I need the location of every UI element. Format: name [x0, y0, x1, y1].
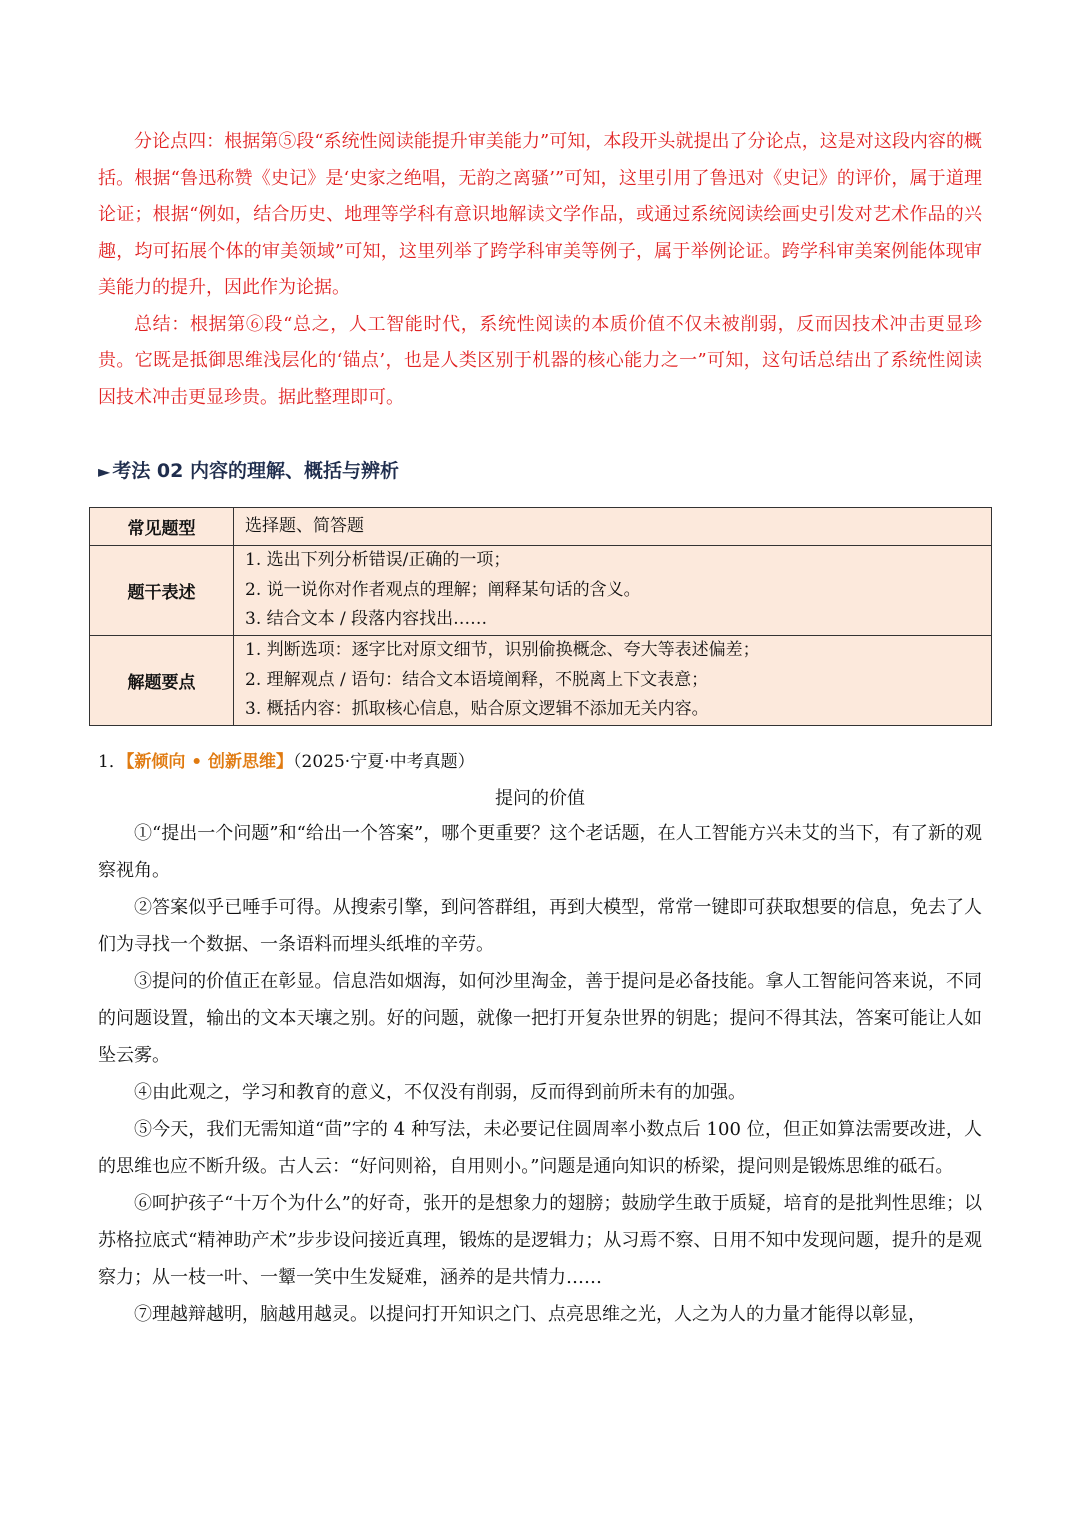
question-tag: 【新倾向 • 创新思维】	[125, 752, 294, 772]
triangle-icon: ►	[98, 462, 111, 481]
section-heading-text: 考法 02 内容的理解、概括与辨析	[112, 460, 399, 482]
article-title: 提问的价值	[495, 788, 585, 809]
table-row	[90, 508, 992, 546]
article-paragraph: ④由此观之，学习和教育的意义，不仅没有削弱，反而得到前所未有的加强。	[134, 1082, 746, 1103]
row-line: 3. 结合文本 / 段落内容找出……	[245, 609, 488, 630]
article-paragraph: ⑦理越辩越明，脑越用越灵。以提问打开知识之门、点亮思维之光，人之为人的力量才能得以彰显，	[134, 1304, 926, 1325]
row-content	[234, 546, 992, 636]
article-paragraph: ⑥呵护孩子“十万个为什么”的好奇，张开的是想象力的翅膀；鼓励学生敢于质疑，培育的是批判性思维；以苏格拉底式“精神助产术”步步设问接近真理，锻炼的是逻辑力；从习焉不察、日用不知中发现问题，提升的是观察力；从一枝一叶、一颦一笑中生发疑难，涵养的是共情力……	[98, 1193, 982, 1288]
row-line: 1. 选出下列分析错误/正确的一项；	[245, 550, 511, 571]
row-line: 3. 概括内容：抓取核心信息，贴合原文逻辑不添加无关内容。	[245, 699, 709, 720]
article-paragraph: ⑤今天，我们无需知道“茴”字的 4 种写法，未必要记住圆周率小数点后 100 位，但正如算法需要改进，人的思维也应不断升级。古人云：“好问则裕，自用则小。”问题是通向知识的桥梁，提问则是锻炼思维的砥石。	[98, 1119, 982, 1177]
row-line: 选择题、简答题	[245, 515, 364, 536]
row-line: 1. 判断选项：逐字比对原文细节，识别偷换概念、夸大等表述偏差；	[245, 640, 760, 661]
article-paragraph: ①“提出一个问题”和“给出一个答案”，哪个更重要？这个老话题，在人工智能方兴未艾的当下，有了新的观察视角。	[98, 823, 982, 881]
article-paragraph: ②答案似乎已唾手可得。从搜索引擎，到问答群组，再到大模型，常常一键即可获取想要的信息，免去了人们为寻找一个数据、一条语料而埋头纸堆的辛劳。	[98, 897, 982, 955]
analysis-paragraph-1: 分论点四：根据第⑤段“系统性阅读能提升审美能力”可知，本段开头就提出了分论点，这是对这段内容的概括。根据“鲁迅称赞《史记》是‘史家之绝唱，无韵之离骚’”可知，这里引用了鲁迅对《史记》的评价，属于道理论证；根据“例如，结合历史、地理等学科有意识地解读文学作品，或通过系统阅读绘画史引发对艺术作品的兴趣，均可拓展个体的审美领域”可知，这里列举了跨学科审美等例子，属于举例论证。跨学科审美案例能体现审美能力的提升，因此作为论据。	[98, 131, 982, 298]
row-content	[234, 508, 992, 546]
answer-analysis	[98, 124, 982, 416]
question-number: 1．	[98, 752, 126, 772]
question-source: （2025·宁夏·中考真题）	[293, 752, 475, 772]
table-row	[90, 546, 992, 636]
article-paragraph: ③提问的价值正在彰显。信息浩如烟海，如何沙里淘金，善于提问是必备技能。拿人工智能问答来说，不同的问题设置，输出的文本天壤之别。好的问题，就像一把打开复杂世界的钥匙；提问不得其法，答案可能让人如坠云雾。	[98, 971, 982, 1066]
row-header: 常见题型	[90, 508, 234, 546]
method-table	[89, 507, 992, 726]
table-row	[90, 636, 992, 726]
row-content	[234, 636, 992, 726]
row-header: 解题要点	[90, 636, 234, 726]
row-line: 2. 说一说你对作者观点的理解；阐释某句话的含义。	[245, 579, 641, 600]
row-line: 2. 理解观点 / 语句：结合文本语境阐释，不脱离上下文表意；	[245, 669, 709, 690]
analysis-paragraph-2: 总结：根据第⑥段“总之，人工智能时代，系统性阅读的本质价值不仅未被削弱，反而因技术冲击更显珍贵。它既是抵御思维浅层化的‘锚点’，也是人类区别于机器的核心能力之一”可知，这句话总结出了系统性阅读因技术冲击更显珍贵。据此整理即可。	[98, 313, 982, 408]
article-body	[98, 815, 982, 1333]
question-header	[98, 747, 475, 772]
section-heading	[98, 456, 399, 483]
row-header: 题干表述	[90, 546, 234, 636]
